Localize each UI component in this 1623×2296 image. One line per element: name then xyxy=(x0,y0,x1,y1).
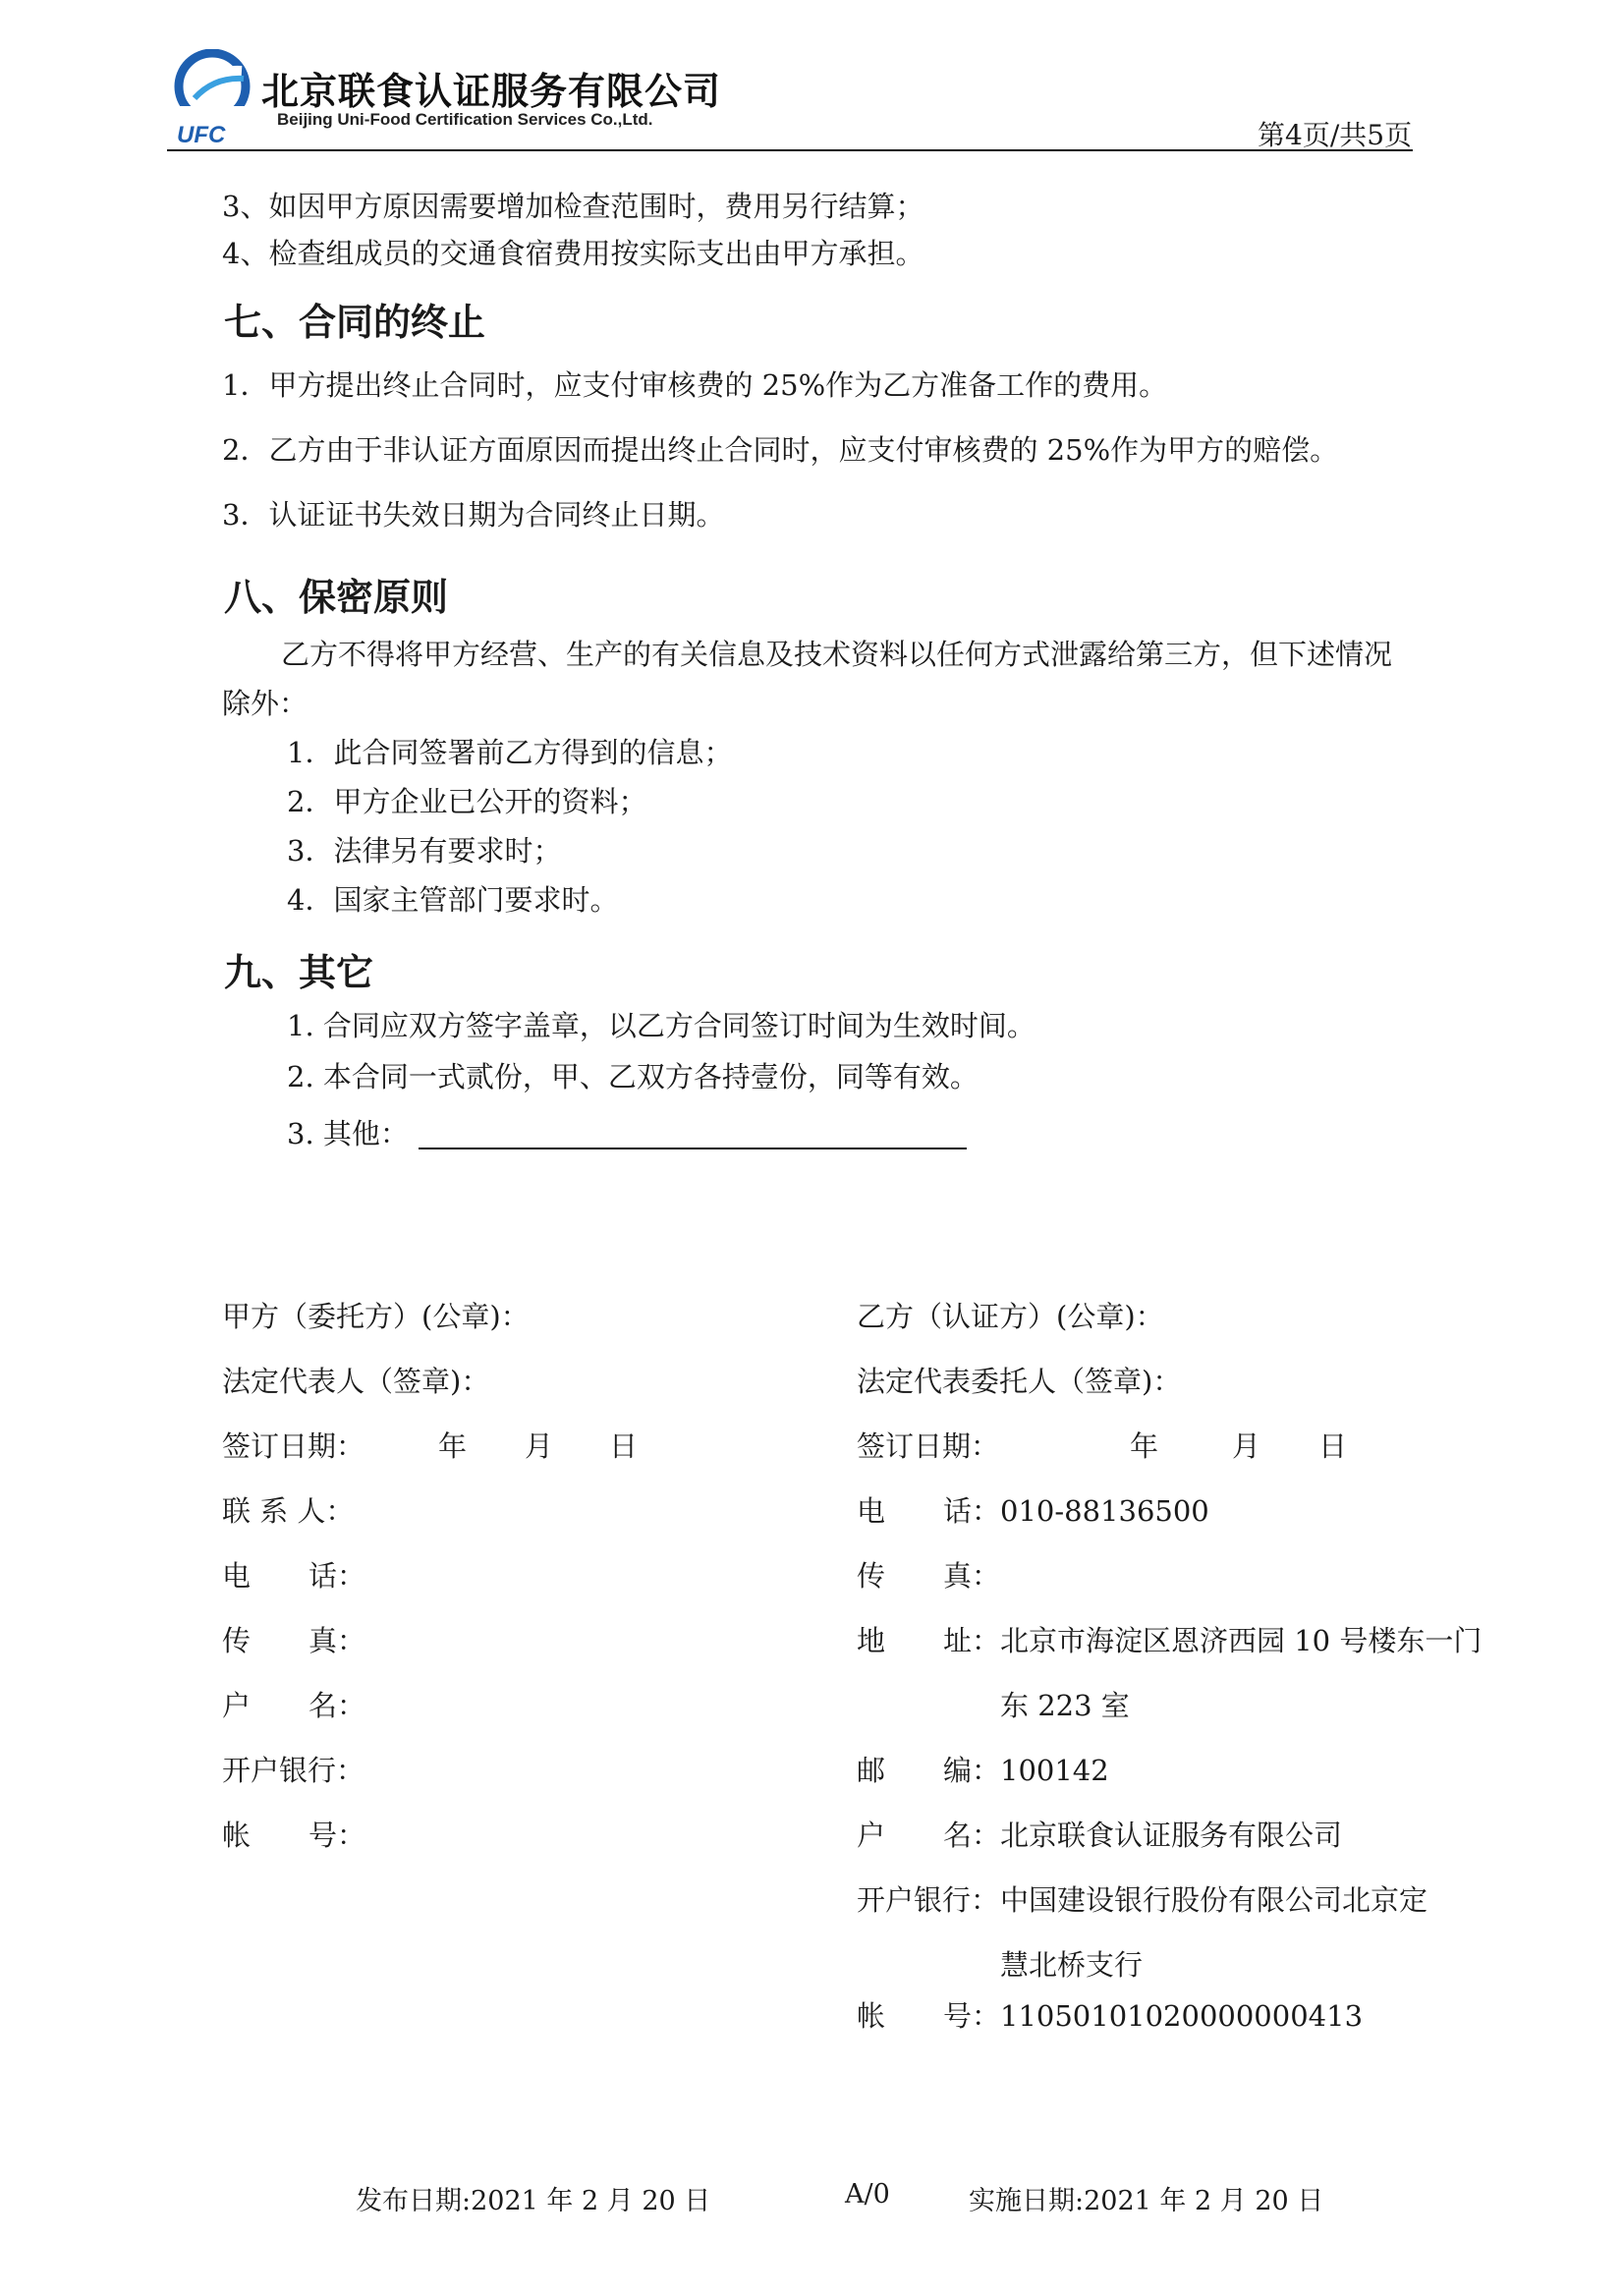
page-info: 第4页/共5页 xyxy=(1258,119,1413,151)
party-b-phone-label-right: 话： xyxy=(943,1494,1001,1528)
party-a-account-name-right: 名： xyxy=(308,1689,366,1722)
party-b-phone-value: 010-88136500 xyxy=(1000,1494,1209,1528)
footer-version: A/0 xyxy=(845,2179,890,2210)
party-b-address-line-1: 北京市海淀区恩济西园 10 号楼东一门 xyxy=(1000,1624,1483,1657)
party-b-bank-label: 开户银行： xyxy=(857,1883,1000,1917)
section-9-item-2: 2. 本合同一式贰份，甲、乙双方各持壹份，同等有效。 xyxy=(287,1060,979,1093)
party-b-account-no-value: 11050101020000000413 xyxy=(1000,1999,1364,2033)
section-9-item-1: 1. 合同应双方签字盖章，以乙方合同签订时间为生效时间。 xyxy=(287,1009,1035,1042)
party-a-date-year: 年 xyxy=(438,1429,468,1463)
intro-item-3: 3、如因甲方原因需要增加检查范围时，费用另行结算； xyxy=(222,190,924,223)
section-9-title: 九、其它 xyxy=(224,950,374,994)
section-7-item-1: 1．甲方提出终止合同时，应支付审核费的 25%作为乙方准备工作的费用。 xyxy=(222,368,1168,402)
party-a-date-label: 签订日期： xyxy=(222,1429,365,1463)
party-b-date-label: 签订日期： xyxy=(857,1429,1000,1463)
party-b-zip-label-right: 编： xyxy=(943,1754,1001,1787)
section-7-item-3: 3．认证证书失效日期为合同终止日期。 xyxy=(222,498,725,532)
section-8-item-2: 2．甲方企业已公开的资料； xyxy=(287,785,647,818)
party-a-fax-label-left: 传 xyxy=(222,1624,252,1657)
party-b-address-label-right: 址： xyxy=(943,1624,1001,1657)
party-b-title: 乙方（认证方）(公章)： xyxy=(857,1300,1164,1333)
party-b-date-day: 日 xyxy=(1318,1429,1348,1463)
party-a-account-name-left: 户 xyxy=(222,1689,252,1722)
party-a-bank: 开户银行： xyxy=(222,1754,365,1787)
footer-effective-date: 实施日期:2021 年 2 月 20 日 xyxy=(969,2186,1324,2216)
party-a-phone-label-right: 话： xyxy=(308,1559,366,1593)
party-b-account-name-right: 名： xyxy=(943,1819,1001,1852)
party-b-zip-label-left: 邮 xyxy=(857,1754,886,1787)
party-b-fax-label-left: 传 xyxy=(857,1559,886,1593)
party-b-address-label-left: 地 xyxy=(857,1624,886,1657)
header-divider xyxy=(167,149,1413,151)
party-b-bank-line-1: 中国建设银行股份有限公司北京定 xyxy=(1000,1883,1428,1917)
party-b-account-no-right: 号： xyxy=(943,1999,1001,2033)
party-a-representative: 法定代表人（签章)： xyxy=(222,1365,490,1398)
party-b-address-line-2: 东 223 室 xyxy=(1000,1689,1130,1722)
party-a-contact: 联 系 人： xyxy=(222,1494,355,1528)
party-a-title: 甲方（委托方）(公章)： xyxy=(222,1300,530,1333)
party-a-phone-label-left: 电 xyxy=(222,1559,252,1593)
logo-text: UFC xyxy=(177,122,226,148)
intro-item-4: 4、检查组成员的交通食宿费用按实际支出由甲方承担。 xyxy=(222,237,924,270)
section-8-title: 八、保密原则 xyxy=(224,575,449,619)
section-8-item-1: 1．此合同签署前乙方得到的信息； xyxy=(287,736,733,769)
party-b-account-name-left: 户 xyxy=(857,1819,886,1852)
other-terms-blank-line xyxy=(419,1148,967,1149)
party-a-fax-label-right: 真： xyxy=(308,1624,366,1657)
party-b-bank-line-2: 慧北桥支行 xyxy=(1000,1948,1144,1982)
section-9-item-3: 3. 其他： xyxy=(287,1117,409,1150)
section-8-item-4: 4．国家主管部门要求时。 xyxy=(287,883,619,917)
section-8-paragraph-line-2: 除外： xyxy=(222,687,308,720)
party-b-zip-value: 100142 xyxy=(1000,1754,1109,1787)
party-a-date-month: 月 xyxy=(525,1429,554,1463)
company-name-en: Beijing Uni-Food Certification Services Co.,Ltd. xyxy=(277,110,653,129)
section-7-item-2: 2．乙方由于非认证方面原因而提出终止合同时，应支付审核费的 25%作为甲方的赔偿。 xyxy=(222,433,1339,467)
party-b-account-no-left: 帐 xyxy=(857,1999,886,2033)
section-7-title: 七、合同的终止 xyxy=(224,300,486,344)
party-b-representative: 法定代表委托人（签章)： xyxy=(857,1365,1182,1398)
party-a-date-day: 日 xyxy=(609,1429,639,1463)
party-b-phone-label-left: 电 xyxy=(857,1494,886,1528)
party-b-date-year: 年 xyxy=(1130,1429,1159,1463)
party-b-account-name-value: 北京联食认证服务有限公司 xyxy=(1000,1819,1343,1852)
section-8-paragraph-line-1: 乙方不得将甲方经营、生产的有关信息及技术资料以任何方式泄露给第三方，但下述情况 xyxy=(281,638,1393,671)
footer-release-date: 发布日期:2021 年 2 月 20 日 xyxy=(356,2186,711,2216)
company-name-cn: 北京联食认证服务有限公司 xyxy=(261,70,722,113)
section-8-item-3: 3．法律另有要求时； xyxy=(287,834,562,868)
ufc-logo-icon xyxy=(173,49,252,126)
party-a-account-no-right: 号： xyxy=(308,1819,366,1852)
party-b-fax-label-right: 真： xyxy=(943,1559,1001,1593)
party-b-date-month: 月 xyxy=(1232,1429,1261,1463)
party-a-account-no-left: 帐 xyxy=(222,1819,252,1852)
